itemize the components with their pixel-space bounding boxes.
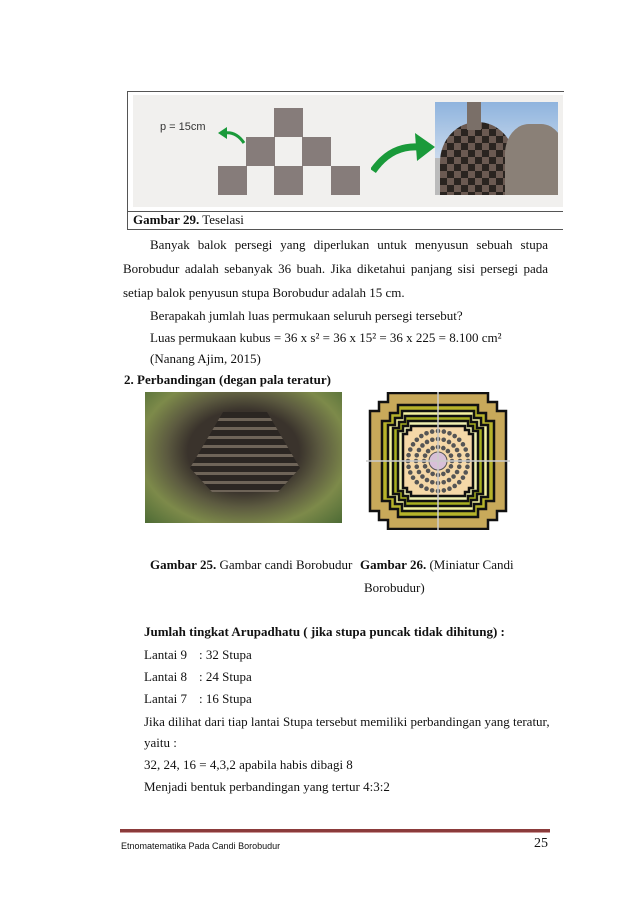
square-block xyxy=(218,166,247,195)
stupa-dot xyxy=(441,480,446,485)
caption-text: (Miniatur Candi xyxy=(426,557,514,572)
paragraph-line: yaitu : xyxy=(144,735,177,750)
square-block xyxy=(302,137,331,166)
stupa-dot xyxy=(406,453,411,458)
stupa-photo xyxy=(435,102,558,195)
floor-name: Lantai 9 xyxy=(144,647,187,662)
figure-25-caption xyxy=(150,557,352,573)
stupa-dot xyxy=(442,488,447,493)
question-text: Berapakah jumlah luas permukaan seluruh persegi tersebut? xyxy=(150,308,463,323)
stupa-dot xyxy=(442,429,447,434)
stupa-dot xyxy=(426,449,431,454)
stupa-dot xyxy=(430,446,435,451)
stupa-dot xyxy=(411,442,416,447)
paragraph-line: Banyak balok persegi yang diperlukan untuk menyusun sebuah stupa xyxy=(150,237,548,252)
stupa-dot xyxy=(424,431,429,436)
section-heading: 2. Perbandingan (degan pala teratur) xyxy=(124,372,331,387)
stupa-dot xyxy=(446,449,451,454)
caption-label: Gambar 26. xyxy=(360,557,427,572)
square-block xyxy=(331,166,360,195)
paragraph-line: Menjadi bentuk perbandingan yang tertur 4:3:2 xyxy=(144,779,390,794)
stupa-dot xyxy=(457,464,462,469)
stupa-dot xyxy=(465,453,470,458)
page-number: 25 xyxy=(534,836,548,851)
stupa-dot xyxy=(430,480,435,485)
stupa-dot xyxy=(430,429,435,434)
stupa-dot xyxy=(425,440,430,445)
floor-value: : 16 Stupa xyxy=(199,691,252,706)
borobudur-floor-plan xyxy=(366,392,510,530)
caption-text: Gambar candi Borobudur xyxy=(216,557,353,572)
stupa-dot xyxy=(423,464,428,469)
stupa-dot xyxy=(447,486,452,491)
stupa-dot xyxy=(420,443,425,448)
square-block xyxy=(246,137,275,166)
side-length-label: p = 15cm xyxy=(160,121,206,133)
stupa-dot xyxy=(408,447,413,452)
big-arrow-icon xyxy=(371,133,437,173)
stupa-dot xyxy=(417,470,422,475)
stupa-dot xyxy=(423,453,428,458)
stupa-dot xyxy=(408,470,413,475)
square-block xyxy=(274,108,303,137)
stupa-dot xyxy=(425,478,430,483)
stupa-dot xyxy=(461,475,466,480)
stupa-dot xyxy=(414,453,419,458)
stupa-dot xyxy=(441,446,446,451)
paragraph-line: setiap balok penyusun stupa Borobudur adalah 15 cm. xyxy=(123,285,405,300)
stupa-dot xyxy=(449,464,454,469)
stupa-dot xyxy=(414,480,419,485)
stupa-dot xyxy=(430,437,435,442)
stupa-dot xyxy=(457,453,462,458)
caption-label: Gambar 29. xyxy=(133,212,200,227)
stupa-dot xyxy=(430,472,435,477)
stupa-dot xyxy=(452,434,457,439)
small-arrow-icon xyxy=(218,125,248,145)
paragraph-line: Borobudur adalah sebanyak 36 buah. Jika diketahui panjang sisi persegi pada xyxy=(123,261,548,276)
caption-text: Teselasi xyxy=(199,212,244,227)
stupa-dot xyxy=(419,434,424,439)
figure-26-caption xyxy=(360,557,514,573)
stupa-dot xyxy=(452,484,457,489)
stupa-dot xyxy=(461,442,466,447)
stupa-dot xyxy=(411,475,416,480)
figure-26-caption-cont: Borobudur) xyxy=(364,580,425,595)
stupa-dot xyxy=(465,465,470,470)
stupa-dot xyxy=(420,474,425,479)
stupa-dot xyxy=(441,472,446,477)
footer-title: Etnomatematika Pada Candi Borobudur xyxy=(121,841,281,851)
floor-value: : 24 Stupa xyxy=(199,669,252,684)
stupa-dot xyxy=(457,437,462,442)
stupa-dot xyxy=(451,474,456,479)
stupa-dot xyxy=(414,464,419,469)
stupa-dot xyxy=(451,443,456,448)
figure-29-caption xyxy=(133,212,244,228)
stupa-dot xyxy=(455,448,460,453)
caption-label: Gambar 25. xyxy=(150,557,217,572)
arupadhatu-heading: Jumlah tingkat Arupadhatu ( jika stupa puncak tidak dihitung) : xyxy=(144,624,505,639)
stupa-dot xyxy=(424,486,429,491)
source-citation: (Nanang Ajim, 2015) xyxy=(150,351,261,366)
stupa-dot xyxy=(455,470,460,475)
floor-name: Lantai 7 xyxy=(144,691,187,706)
square-block xyxy=(274,166,303,195)
stupa-dot xyxy=(449,453,454,458)
stupa-dot xyxy=(417,448,422,453)
stupa-dot xyxy=(457,480,462,485)
stupa-dot xyxy=(426,469,431,474)
stupa-dot xyxy=(447,440,452,445)
stupa-dot xyxy=(414,437,419,442)
stupa-dot xyxy=(447,431,452,436)
stupa-dot xyxy=(447,478,452,483)
stupa-dot xyxy=(419,484,424,489)
stupa-dot xyxy=(406,465,411,470)
answer-text: Luas permukaan kubus = 36 x s² = 36 x 15² = 36 x 225 = 8.100 cm² xyxy=(150,330,502,345)
stupa-dot xyxy=(441,437,446,442)
stupa-dot xyxy=(463,470,468,475)
figure-29-caption-row xyxy=(127,211,563,230)
paragraph-line: Jika dilihat dari tiap lantai Stupa tersebut memiliki perbandingan yang teratur, xyxy=(144,714,550,729)
stupa-dot xyxy=(446,469,451,474)
stupa-dot xyxy=(463,447,468,452)
paragraph-line: 32, 24, 16 = 4,3,2 apabila habis dibagi 8 xyxy=(144,757,353,772)
floor-value: : 32 Stupa xyxy=(199,647,252,662)
stupa-dot xyxy=(430,488,435,493)
figure-29-tessellation-image xyxy=(133,95,563,207)
floor-name: Lantai 8 xyxy=(144,669,187,684)
borobudur-aerial-photo xyxy=(145,392,342,523)
footer-divider xyxy=(120,829,550,833)
